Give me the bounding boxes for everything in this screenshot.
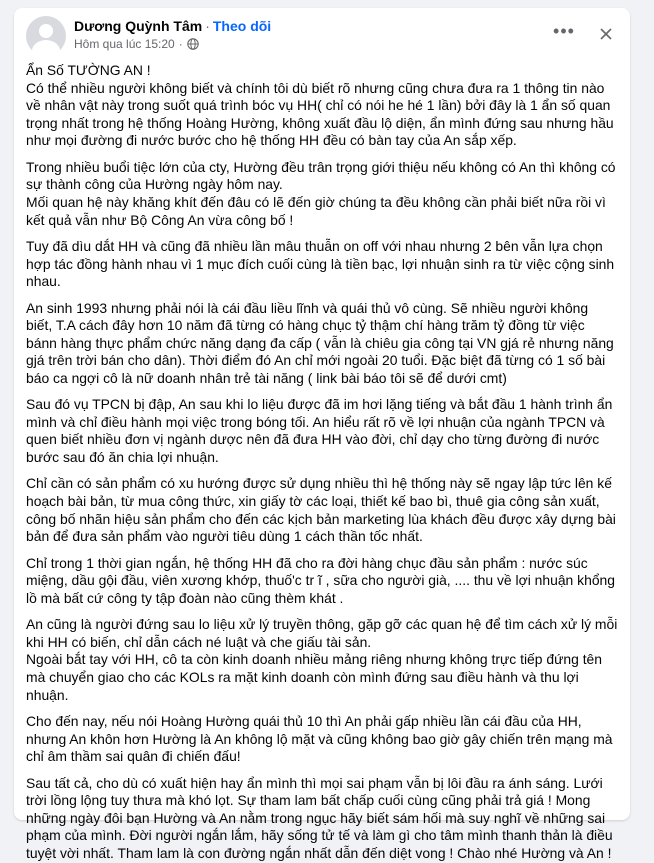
name-separator: · <box>205 18 210 34</box>
post-paragraph: Cho đến nay, nếu nói Hoàng Hường quái thủ 10 thì An phải gấp nhiều lần cái đầu của HH, nhưng An khôn hơn Hường là An không lộ mặt và cũng không bao giờ gây chiến trên mạng mà chỉ âm thầm sai quân đi chiến đấu! <box>26 712 613 765</box>
post-paragraph: An sinh 1993 nhưng phải nói là cái đầu liều lĩnh và quái thủ vô cùng. Sẽ nhiều người không biết, T.A cách đây hơn 10 năm đã từng có hàng chục tỷ thậm chí hàng trăm tỷ đồng từ việc bánn hàng thực phẩm chức năng dạng đa cấp ( vẫn là chiêu gia công tại VN gjá rẻ nhưng năng gjá trên trời bán cho dân). Thời điểm đó An chỉ mới ngoài 20 tuổi. Đặc biệt đã từng có 1 số bài báo ca ngợi cô là nữ doanh nhân trẻ tài năng ( link bài báo tôi sẽ để dưới cmt) <box>26 299 614 386</box>
post-paragraph: Chỉ trong 1 thời gian ngắn, hệ thống HH đã cho ra đời hàng chục đầu sản phẩm : nước súc miệng, dầu gội đầu, viên xương khớp, thuố'c tr ĩ , sữa cho người già, .... thu về lợi nhuận khổng lồ mà bất cứ công ty tập đoàn nào cũng thèm khát . <box>26 554 615 606</box>
post-timestamp[interactable]: Hôm qua lúc 15:20 <box>74 37 175 51</box>
post-card <box>14 8 630 861</box>
post-paragraph: Có thể nhiều người không biết và chính tôi dù biết rõ nhưng cũng chưa đưa ra 1 thông tin nào về nhân vật này trong suốt quá trình bóc vụ HH( chỉ có nói he hé 1 lần) bởi đây là 1 ẩn số quan trọng nhất trong hệ thống Hoàng Hường, không xuất đầu lộ diện, ẩn mình đứng sau nhưng hầu như mọi đường đi nước bước cho hệ thống HH đều có bàn tay của An sắp xếp. <box>26 79 614 149</box>
post-meta <box>74 17 271 52</box>
post-paragraph: Sau tất cả, cho dù có xuất hiện hay ẩn mình thì mọi sai phạm vẫn bị lôi đầu ra ánh sáng. Lưới trời lồng lộng tuy thưa mà khó lọt. Sự tham lam bất chấp cuối cùng cũng phải trả giá ! Mong những ngày đôi bạn Hường và An nằm trong ngục hãy biết sám hối mà suy nghĩ về những sai phạm của mình. Đời người ngắn lắm, hãy sống tử tế và làm gì cho tâm mình thanh thản là điều tuyệt vời nhất. Tham lam là con đường ngắn nhất dẫn đến diệt vong ! Chào nhé Hường và An ! <box>26 774 613 861</box>
post-paragraph: Ngoài bắt tay với HH, cô ta còn kinh doanh nhiều mảng riêng nhưng không trực tiếp đứng tên mà chuyển giao cho các KOLs ra mặt kinh doanh còn mình đứng sau điều hành và thu lợi nhuận. <box>26 651 603 703</box>
author-name[interactable]: Dương Quỳnh Tâm <box>74 18 203 34</box>
time-row <box>74 36 271 52</box>
more-options-button[interactable] <box>550 20 578 48</box>
more-dots-icon: ••• <box>553 21 575 41</box>
follow-button[interactable]: Theo dõi <box>212 18 272 34</box>
globe-icon[interactable] <box>187 38 199 50</box>
post-paragraph: Chỉ cần có sản phẩm có xu hướng được sử dụng nhiều thì hệ thống này sẽ ngay lập tức lên kế hoạch bài bản, từ mua công thức, xin giấy tờ các loại, thiết kế bao bì, thuê gia công sản xuất, công bố nhãn hiệu sản phẩm cho đến các kịch bản marketing lùa khách đều được xây dựng bài bản để đưa sản phẩm vào người tiêu dùng 1 cách thần tốc nhất. <box>26 475 616 545</box>
post-paragraph: An cũng là người đứng sau lo liệu xử lý truyền thông, gặp gỡ các quan hệ để tìm cách xử lý mỗi khi HH có biến, chỉ dẫn cách né luật và che giấu tài sản. <box>26 616 618 650</box>
post-heading: Ẩn Số TƯỜNG AN ! <box>26 62 151 78</box>
close-icon <box>599 27 613 41</box>
header-actions <box>550 20 620 48</box>
post-paragraph: Sau đó vụ TPCN bị đập, An sau khi lo liệu được đã im hơi lặng tiếng và bắt đầu 1 hành trình ẩn mình và chỉ điều hành mọi việc trong bóng tối. An hiểu rất rõ về lợi nhuận của ngành TPCN và quen biết nhiều đơn vị ngành dược nên đã đưa HH vào đời, chỉ dạy cho từng đường đi nước bước sau đó ăn chia lợi nhuận. <box>26 396 613 466</box>
post-paragraph: Tuy đã dìu dắt HH và cũng đã nhiều lần mâu thuẫn on off với nhau nhưng 2 bên vẫn lựa chọn hợp tác đồng hành nhau vì 1 mục đích cuối cùng là tiền bạc, lợi nhuận sinh ra từ việc cộng sinh nhau. <box>26 237 615 290</box>
post-paragraph: Trong nhiều buổi tiệc lớn của cty, Hường đều trân trọng giới thiệu nếu không có An thì không có sự thành công của Hường ngày hôm nay. <box>26 158 616 193</box>
time-separator: · <box>178 37 183 51</box>
avatar-head <box>39 24 53 38</box>
avatar[interactable] <box>26 16 66 56</box>
post-paragraph: Mối quan hệ này khăng khít đến đâu có lẽ đến giờ chúng ta đều không cần phải biết nữa rồi vì kết quả vẫn như Bộ Công An vừa công bố ! <box>26 193 606 228</box>
name-row <box>74 17 271 35</box>
close-button[interactable] <box>592 20 620 48</box>
post-header <box>14 8 630 58</box>
post-body <box>14 58 630 863</box>
avatar-body <box>32 40 60 62</box>
